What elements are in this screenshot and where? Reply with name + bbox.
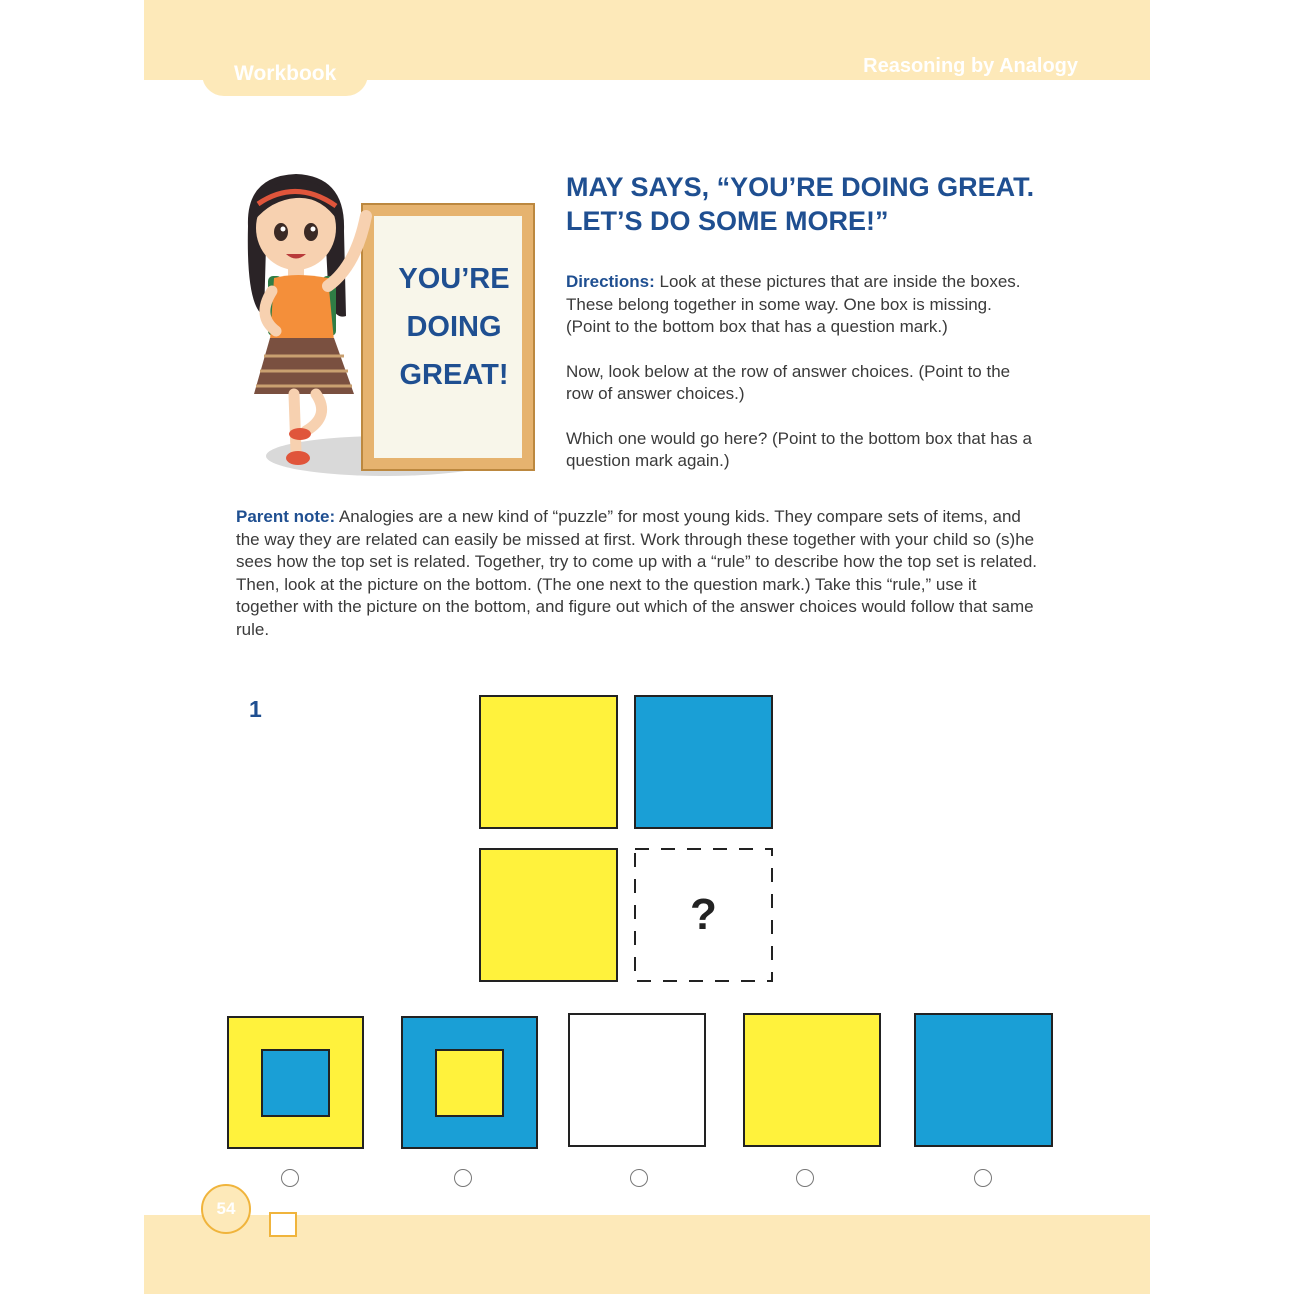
answer-radio-1[interactable] [281,1169,299,1187]
title-line-1: MAY SAYS, “YOU’RE DOING GREAT. [566,172,1035,202]
missing-answer-box [634,848,773,982]
answer-radio-5[interactable] [974,1169,992,1187]
answer-choice-2[interactable] [401,1016,538,1149]
parent-note-label: Parent note: [236,507,336,526]
answer-radio-4[interactable] [796,1169,814,1187]
mascot-illustration [236,166,546,482]
sign-line-3: GREAT! [399,359,509,391]
question-number: 1 [249,696,262,722]
directions-paragraph-2: Now, look below at the row of answer choices. (Point to the row of answer choices.) [566,361,1011,403]
answer-choice-4[interactable] [743,1013,881,1147]
answer-choice-2-inner-square [435,1049,504,1117]
sign-line-1: YOU’RE [398,263,510,295]
workbook-tab [202,52,368,96]
answer-radio-3[interactable] [630,1169,648,1187]
answer-radio-2[interactable] [454,1169,472,1187]
page-number: 54 [201,1184,251,1234]
directions [566,271,1036,495]
directions-paragraph-3: Which one would go here? (Point to the bottom box that has a question mark again.) [566,428,1032,470]
footer-decorative-box [269,1212,297,1237]
directions-paragraph-1 [566,271,1036,339]
workbook-tab-label: Workbook [234,62,337,85]
question-mark: ? [690,890,717,939]
answer-choice-3[interactable] [568,1013,706,1147]
directions-text-1: Look at these pictures that are inside the boxes. These belong together in some way. One box is missing. (Point to the bottom box that has a question mark.) [566,272,1021,336]
bottom-left-yellow-square [479,848,618,982]
top-left-yellow-square [479,695,618,829]
answer-choice-1[interactable] [227,1016,364,1149]
parent-note-text: Analogies are a new kind of “puzzle” for most young kids. They compare sets of items, and the way they are related can easily be missed at first. Work through these together with your child so (s)he sees how the top set is related. Together, try to come up with a “rule” to describe how the top set is related. Then, look at the picture on the bottom. (The one next to the question mark.) Take this “rule,” use it together with the picture on the bottom, and figure out which of the answer choices would follow that same rule. [236,507,1038,639]
top-right-blue-square [634,695,773,829]
parent-note [236,506,1042,641]
answer-choice-5[interactable] [914,1013,1053,1147]
sign-line-2: DOING [406,311,502,343]
answer-choice-1-inner-square [261,1049,330,1117]
directions-label: Directions: [566,272,655,291]
title-line-2: LET’S DO SOME MORE!” [566,206,889,236]
page-title [566,170,1066,238]
section-title: Reasoning by Analogy [863,55,1078,77]
